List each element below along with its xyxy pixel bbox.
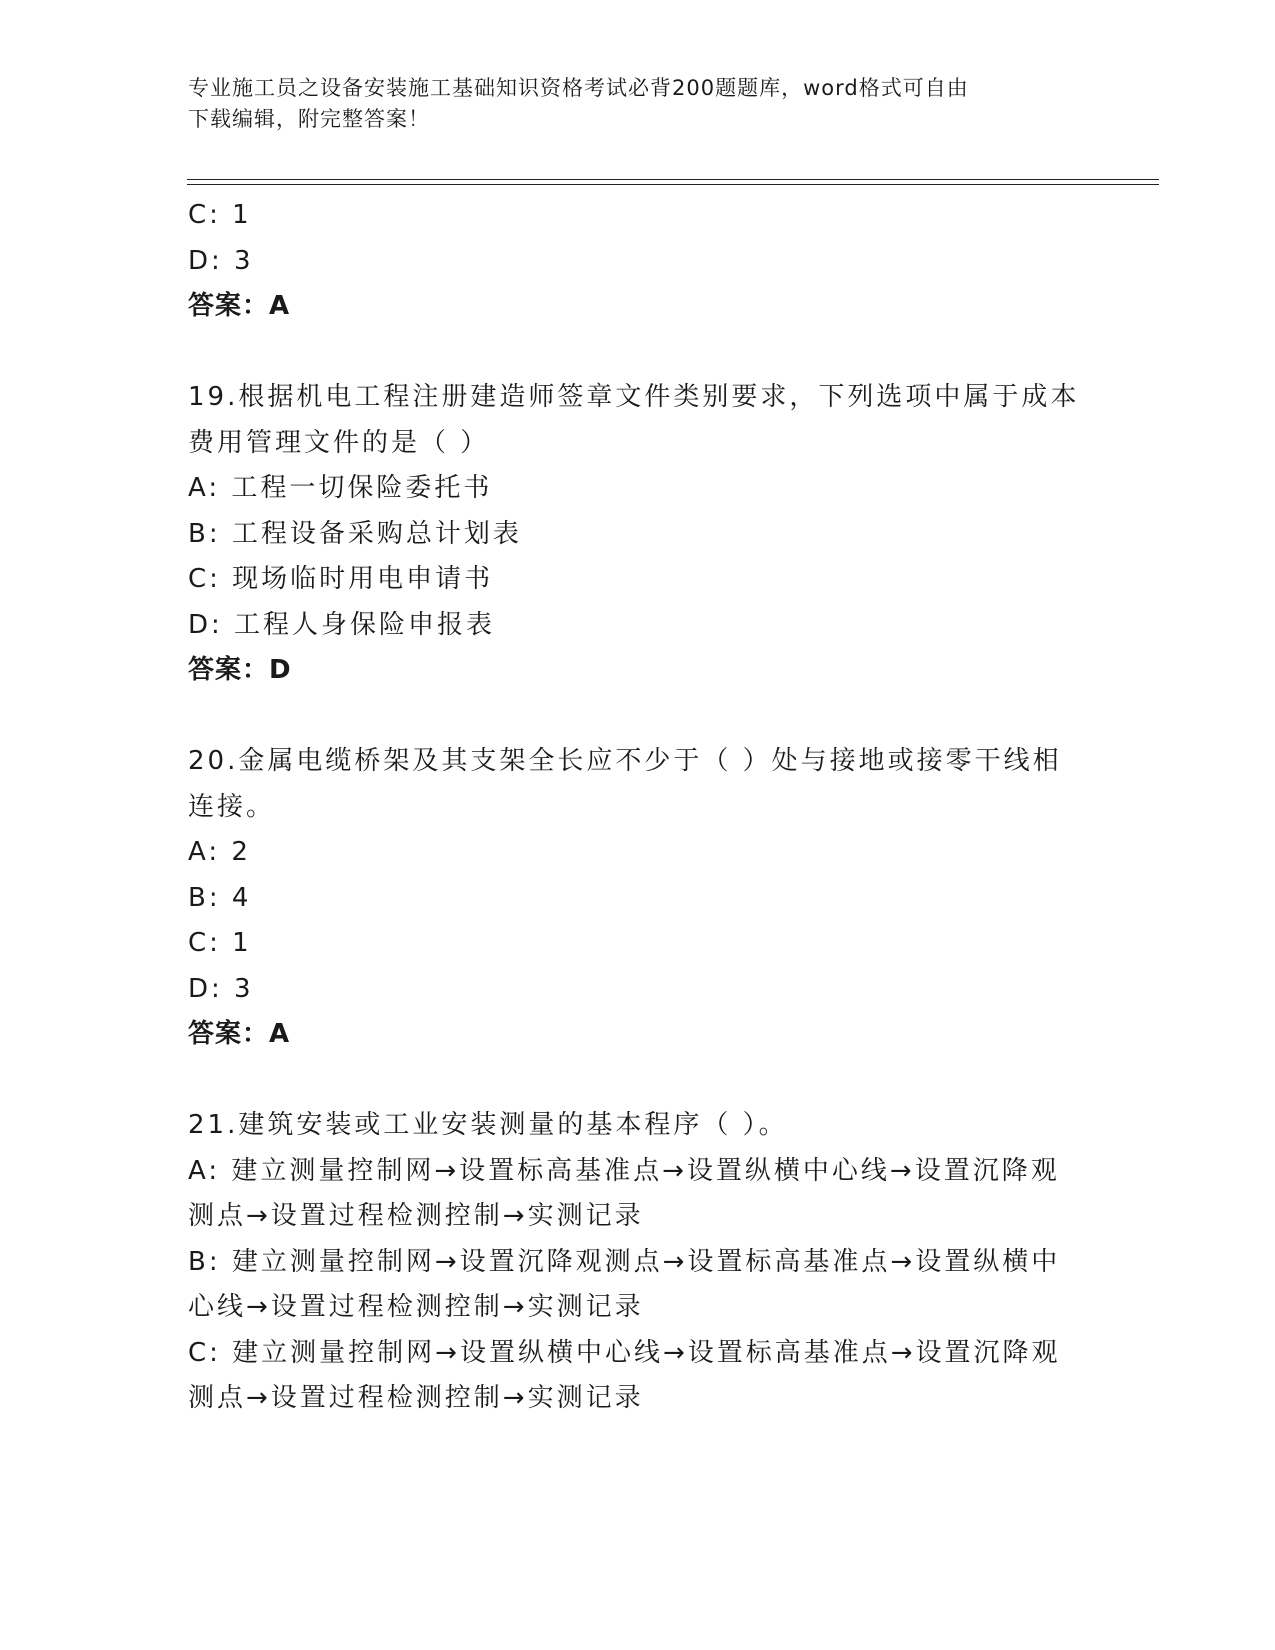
- answer: 答案：A: [188, 291, 291, 321]
- option-c-cont: 测点→设置过程检测控制→实测记录: [188, 1383, 644, 1413]
- header-line-1: 专业施工员之设备安装施工基础知识资格考试必背200题题库，word格式可自由: [188, 76, 969, 100]
- header-line-2: 下载编辑，附完整答案！: [188, 107, 430, 131]
- header-divider-bottom: [187, 184, 1159, 185]
- option-b-cont: 心线→设置过程检测控制→实测记录: [188, 1292, 644, 1322]
- header-divider-top: [187, 179, 1159, 180]
- answer: 答案：A: [188, 1019, 291, 1049]
- question-19: [188, 375, 1088, 694]
- option-b: B: 工程设备采购总计划表: [188, 518, 522, 549]
- question-21: [188, 1103, 1088, 1422]
- prev-question-block: [188, 193, 1088, 330]
- question-content: [188, 193, 1088, 1422]
- question-stem-cont: 连接。: [188, 791, 276, 822]
- option-b: B: 4: [188, 882, 252, 913]
- option-a: A: 2: [188, 837, 251, 867]
- option-c: C: 1: [188, 200, 252, 230]
- document-header: [188, 73, 1068, 135]
- option-c: C: 现场临时用电申请书: [188, 564, 494, 594]
- option-a: A: 建立测量控制网→设置标高基准点→设置纵横中心线→设置沉降观: [188, 1155, 1060, 1186]
- option-b: B: 建立测量控制网→设置沉降观测点→设置标高基准点→设置纵横中: [188, 1246, 1061, 1277]
- option-c: C: 建立测量控制网→设置纵横中心线→设置标高基准点→设置沉降观: [188, 1337, 1061, 1368]
- option-c: C: 1: [188, 928, 252, 958]
- option-d: D: 3: [188, 245, 254, 276]
- answer: 答案：D: [188, 655, 292, 685]
- option-a: A: 工程一切保险委托书: [188, 473, 493, 503]
- question-stem: 21.建筑安装或工业安装测量的基本程序（ ）。: [188, 1110, 788, 1140]
- question-stem: 19.根据机电工程注册建造师签章文件类别要求，下列选项中属于成本: [188, 382, 1080, 412]
- option-a-cont: 测点→设置过程检测控制→实测记录: [188, 1201, 644, 1231]
- option-d: D: 3: [188, 973, 254, 1004]
- question-stem: 20.金属电缆桥架及其支架全长应不少于（ ）处与接地或接零干线相: [188, 746, 1062, 776]
- question-20: [188, 739, 1088, 1058]
- option-d: D: 工程人身保险申报表: [188, 609, 496, 640]
- question-stem-cont: 费用管理文件的是（ ）: [188, 427, 490, 458]
